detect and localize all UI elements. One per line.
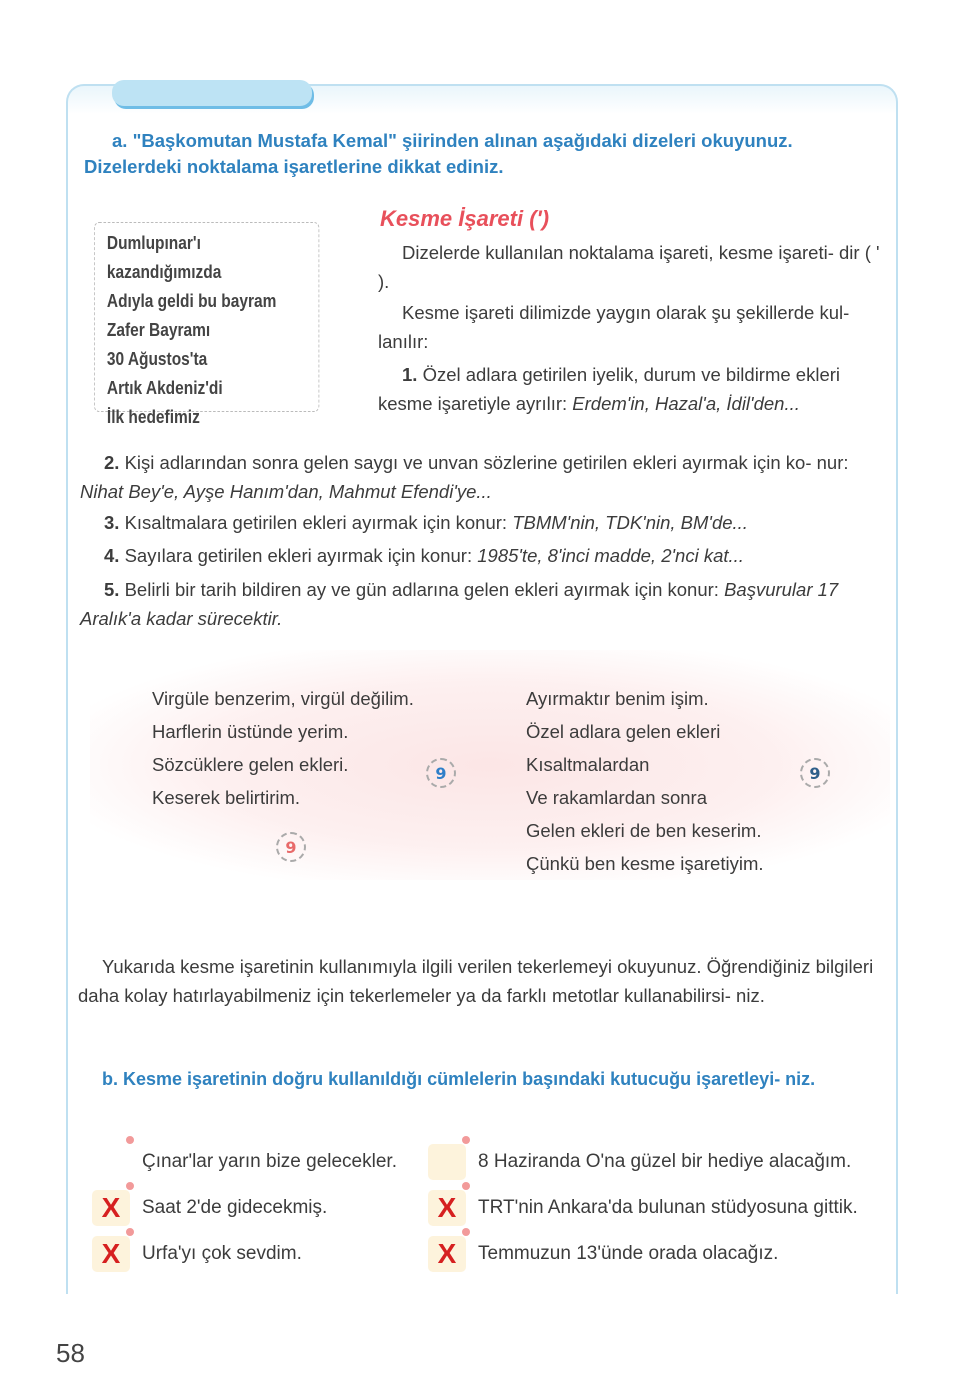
apostrophe-icon: 9 [426, 758, 456, 788]
section-logo [112, 80, 312, 106]
rhyme-right [526, 682, 764, 880]
item-number: 2. [104, 452, 120, 473]
item-text: Belirli bir tarih bildiren ay ve gün adlarına gelen ekleri ayırmak için konur: [124, 579, 719, 600]
poem-line: 30 Ağustos'ta [106, 349, 208, 369]
rule-item-2 [80, 448, 880, 506]
option-text: 8 Haziranda O'na güzel bir hediye alacağım. [478, 1151, 852, 1172]
rhyme-line: Gelen ekleri de ben keserim. [526, 820, 762, 841]
rhyme-line: Çünkü ben kesme işaretiyim. [526, 853, 764, 874]
option-6[interactable] [428, 1236, 778, 1272]
section-b-text: Kesme işaretinin doğru kullanıldığı cümlelerin başındaki kutucuğu işaretleyi- niz. [123, 1069, 816, 1089]
rule-item-5 [80, 575, 880, 633]
option-5[interactable] [92, 1236, 302, 1272]
rhyme-line: Kısaltmalardan [526, 754, 650, 775]
item-text: Sayılara getirilen ekleri ayırmak için konur: [124, 545, 473, 566]
section-b-letter: b. [102, 1069, 118, 1089]
option-3[interactable] [92, 1190, 327, 1226]
option-2[interactable] [428, 1144, 851, 1180]
item-text: Kişi adlarından sonra gelen saygı ve unvan sözlerine getirilen ekleri ayırmak için ko- nur: [124, 452, 849, 473]
item-number: 3. [104, 512, 120, 533]
poem-line: İlk hedefimiz [106, 407, 200, 427]
option-text: Çınar'lar yarın bize gelecekler. [142, 1151, 397, 1172]
checkbox[interactable]: X [92, 1236, 130, 1272]
checkbox[interactable] [428, 1144, 466, 1180]
rhyme-line: Sözcüklere gelen ekleri. [152, 754, 349, 775]
item-number: 4. [104, 545, 120, 566]
apostrophe-icon: 9 [276, 832, 306, 862]
rule-item-4 [80, 541, 880, 570]
item-example: Nihat Bey'e, Ayşe Hanım'dan, Mahmut Efendi'ye... [80, 481, 492, 502]
checkbox[interactable]: X [92, 1190, 130, 1226]
rule-item-1 [378, 360, 890, 418]
item-example: Başvurular 17 Aralık'a kadar sürecektir. [80, 579, 839, 629]
rhyme-line: Ayırmaktır benim işim. [526, 688, 709, 709]
instruction-paragraph: Yukarıda kesme işaretinin kullanımıyla ilgili verilen tekerlemeyi okuyunuz. Öğrendiğiniz bilgileri daha kolay hatırlayabilmeniz için tekerlemeler ya da farklı metotlar kullanabilirsi- niz. [78, 956, 874, 1006]
option-text: Temmuzun 13'ünde orada olacağız. [478, 1243, 779, 1264]
section-a-instruction [84, 128, 884, 180]
page-number: 58 [56, 1338, 85, 1368]
poem-line: Dumlupınar'ı kazandığımızda [106, 233, 222, 282]
rule-paragraph: Dizelerde kullanılan noktalama işareti, kesme işareti- dir ( ' ). [378, 242, 880, 292]
poem-line: Artık Akdeniz'di [106, 378, 223, 398]
checkbox[interactable]: X [428, 1190, 466, 1226]
item-text: Özel adlara getirilen iyelik, durum ve bildirme ekleri kesme işaretiyle ayrılır: [378, 364, 841, 414]
option-1[interactable] [92, 1144, 397, 1180]
item-number: 1. [402, 364, 418, 385]
option-text: Saat 2'de gidecekmiş. [142, 1197, 328, 1218]
rhyme-line: Harflerin üstünde yerim. [152, 721, 349, 742]
section-a-letter: a. [112, 130, 128, 151]
item-text: Kısaltmalara getirilen ekleri ayırmak için konur: [124, 512, 508, 533]
rhyme-line: Ve rakamlardan sonra [526, 787, 707, 808]
rhyme-line: Virgüle benzerim, virgül değilim. [152, 688, 414, 709]
rule-paragraph: Kesme işareti dilimizde yaygın olarak şu şekillerde kul- lanılır: [378, 302, 850, 352]
checkbox[interactable] [92, 1144, 130, 1180]
item-example: TBMM'nin, TDK'nin, BM'de... [512, 512, 748, 533]
rhyme-line: Keserek belirtirim. [152, 787, 301, 808]
option-text: TRT'nin Ankara'da bulunan stüdyosuna gittik. [478, 1197, 858, 1218]
rhyme-line: Özel adlara gelen ekleri [526, 721, 721, 742]
option-4[interactable] [428, 1190, 858, 1226]
item-example: Erdem'in, Hazal'a, İdil'den... [572, 393, 800, 414]
rule-item-3 [80, 508, 880, 537]
item-example: 1985'te, 8'inci madde, 2'nci kat... [477, 545, 744, 566]
option-text: Urfa'yı çok sevdim. [142, 1243, 302, 1264]
rhyme-left [152, 682, 414, 814]
apostrophe-icon: 9 [800, 758, 830, 788]
poem-box [94, 222, 319, 427]
checkbox[interactable]: X [428, 1236, 466, 1272]
poem-line: Adıyla geldi bu bayram [106, 291, 277, 311]
poem-line: Zafer Bayramı [106, 320, 211, 340]
rule-title: Kesme İşareti (') [380, 206, 550, 231]
section-a-text: "Başkomutan Mustafa Kemal" şiirinden alınan aşağıdaki dizeleri okuyunuz. Dizelerdeki noktalama işaretlerine dikkat ediniz. [84, 130, 793, 177]
item-number: 5. [104, 579, 120, 600]
section-b-instruction [78, 1066, 878, 1092]
